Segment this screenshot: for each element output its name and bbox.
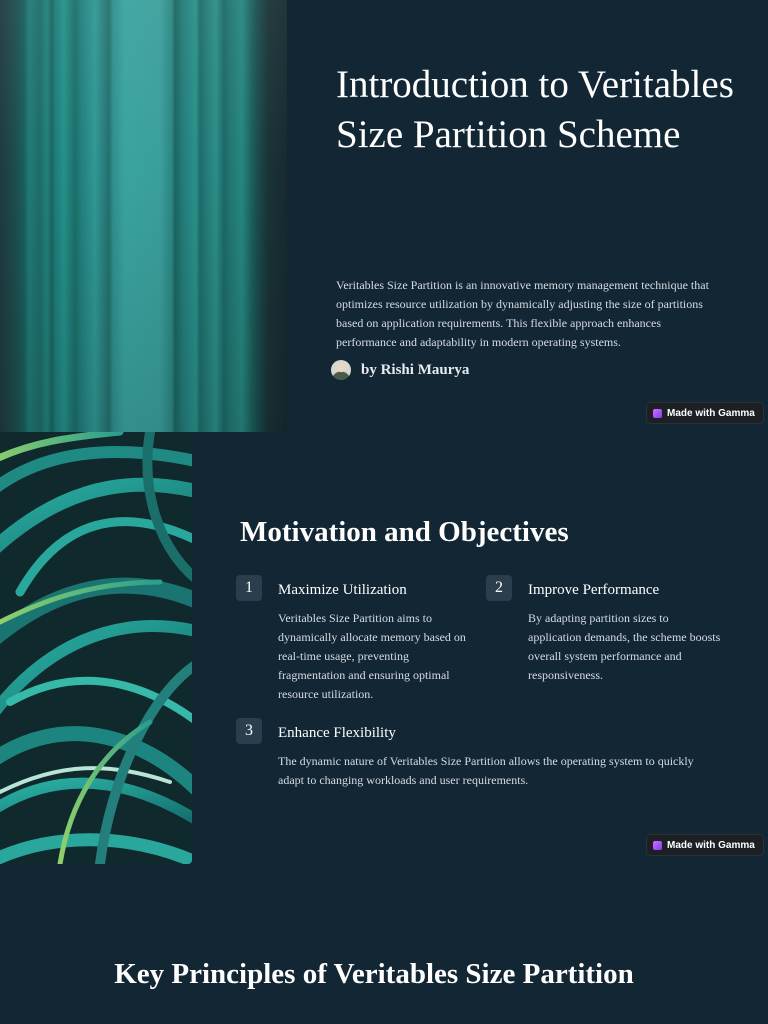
objective-item xyxy=(236,718,726,798)
objective-number: 2 xyxy=(486,575,512,601)
objective-text: The dynamic nature of Veritables Size Partition allows the operating system to quickly adapt to changing workloads and user requirements. xyxy=(278,754,694,787)
objective-item xyxy=(236,575,466,705)
slide-motivation xyxy=(0,432,768,864)
slide-title: Introduction to Veritables Size Partition Scheme xyxy=(336,63,734,156)
slide-key-principles xyxy=(0,864,768,1024)
teal-curtain-image xyxy=(0,0,287,432)
slide-description: Veritables Size Partition is an innovative memory management technique that optimizes resource utilization by dynamically adjusting the size of partitions based on application requirements. This flexible approach enhances performance and adaptability in modern operating systems. xyxy=(336,278,709,349)
author-line xyxy=(331,360,469,380)
objective-number: 3 xyxy=(236,718,262,744)
objective-text: Veritables Size Partition aims to dynamically allocate memory based on real-time usage, preventing fragmentation and ensuring optimal resource utilization. xyxy=(278,611,466,701)
leaves-illustration xyxy=(0,432,192,864)
gamma-logo-icon xyxy=(653,841,662,850)
objective-heading: Improve Performance xyxy=(528,582,660,598)
objective-heading: Maximize Utilization xyxy=(278,582,407,598)
made-with-gamma-button[interactable] xyxy=(646,402,764,424)
leaves-image xyxy=(0,432,192,864)
slide-title: Motivation and Objectives xyxy=(240,516,569,548)
gamma-badge-label: Made with Gamma xyxy=(667,407,755,419)
gamma-logo-icon xyxy=(653,409,662,418)
gamma-badge-label: Made with Gamma xyxy=(667,839,755,851)
author-name: by Rishi Maurya xyxy=(361,361,470,378)
made-with-gamma-button[interactable] xyxy=(646,834,764,856)
slide-title: Key Principles of Veritables Size Partition xyxy=(114,958,634,990)
objective-number: 1 xyxy=(236,575,262,601)
avatar xyxy=(331,360,351,380)
objective-item xyxy=(486,575,726,705)
slide-introduction xyxy=(0,0,768,432)
objective-text: By adapting partition sizes to application demands, the scheme boosts overall system performance and responsiveness. xyxy=(528,611,721,682)
objective-heading: Enhance Flexibility xyxy=(278,725,396,741)
